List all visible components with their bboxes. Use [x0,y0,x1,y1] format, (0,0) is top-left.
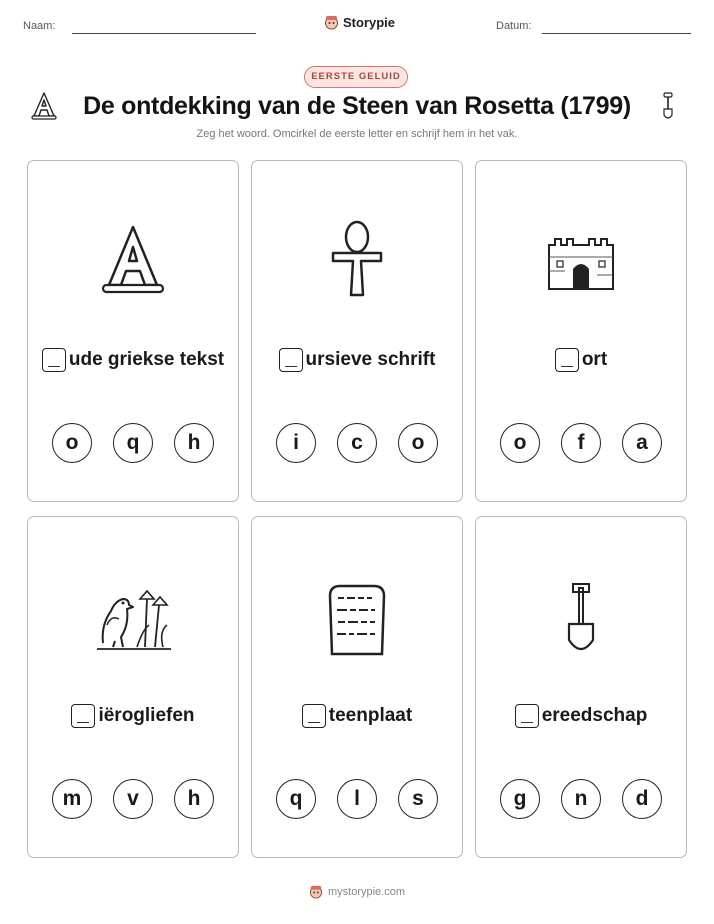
footer-link[interactable]: mystorypie.com [327,885,406,898]
word-label: ort [581,349,608,370]
letter-choice[interactable]: q [276,779,316,819]
name-label: Naam: [23,20,56,32]
brand-logo [324,14,395,30]
storypie-mascot-icon [324,14,339,30]
ankh-icon [312,216,402,306]
letter-choice[interactable]: a [622,423,662,463]
answer-box[interactable] [555,348,579,372]
date-label: Datum: [496,20,532,32]
letter-choice[interactable]: o [398,423,438,463]
letter-choice[interactable]: f [561,423,601,463]
stone-tablet-icon [312,575,402,665]
worksheet-card [251,160,463,502]
word-label: teenplaat [328,705,413,726]
letter-choice[interactable]: h [174,423,214,463]
instructions: Zeg het woord. Omcirkel de eerste letter en schrijf hem in het vak. [196,128,518,140]
worksheet-card [27,516,239,858]
fort-icon [536,216,626,306]
answer-box[interactable] [71,704,95,728]
letter-choice[interactable]: l [337,779,377,819]
answer-box[interactable] [302,704,326,728]
letter-choice[interactable]: i [276,423,316,463]
word-label: ursieve schrift [305,349,436,370]
worksheet-card [475,160,687,502]
letter-choice[interactable]: d [622,779,662,819]
answer-box[interactable] [279,348,303,372]
word-label: ereedschap [541,705,648,726]
page-title: De ontdekking van de Steen van Rosetta (1799) [83,92,631,120]
section-badge: EERSTE GELUID [304,66,408,88]
worksheet-card [251,516,463,858]
date-line[interactable] [542,33,691,34]
brand-name: Storypie [343,14,396,30]
letter-choice[interactable]: g [500,779,540,819]
letter-choice[interactable]: v [113,779,153,819]
letter-choice[interactable]: s [398,779,438,819]
storypie-mascot-icon [309,884,323,899]
answer-box[interactable] [42,348,66,372]
letter-choice[interactable]: o [500,423,540,463]
hieroglyphs-bird-reeds-icon [88,575,178,665]
greek-letter-a-icon [88,216,178,306]
letter-choice[interactable]: c [337,423,377,463]
name-line[interactable] [72,33,256,34]
footer [0,884,714,899]
letter-choice[interactable]: q [113,423,153,463]
shovel-icon [661,92,675,122]
letter-choice[interactable]: o [52,423,92,463]
answer-box[interactable] [515,704,539,728]
greek-letter-a-icon [30,90,58,122]
word-label: iërogliefen [98,705,195,726]
shovel-icon [536,575,626,665]
letter-choice[interactable]: m [52,779,92,819]
word-label: ude griekse tekst [68,349,225,370]
worksheet-card [27,160,239,502]
worksheet-card [475,516,687,858]
letter-choice[interactable]: n [561,779,601,819]
letter-choice[interactable]: h [174,779,214,819]
